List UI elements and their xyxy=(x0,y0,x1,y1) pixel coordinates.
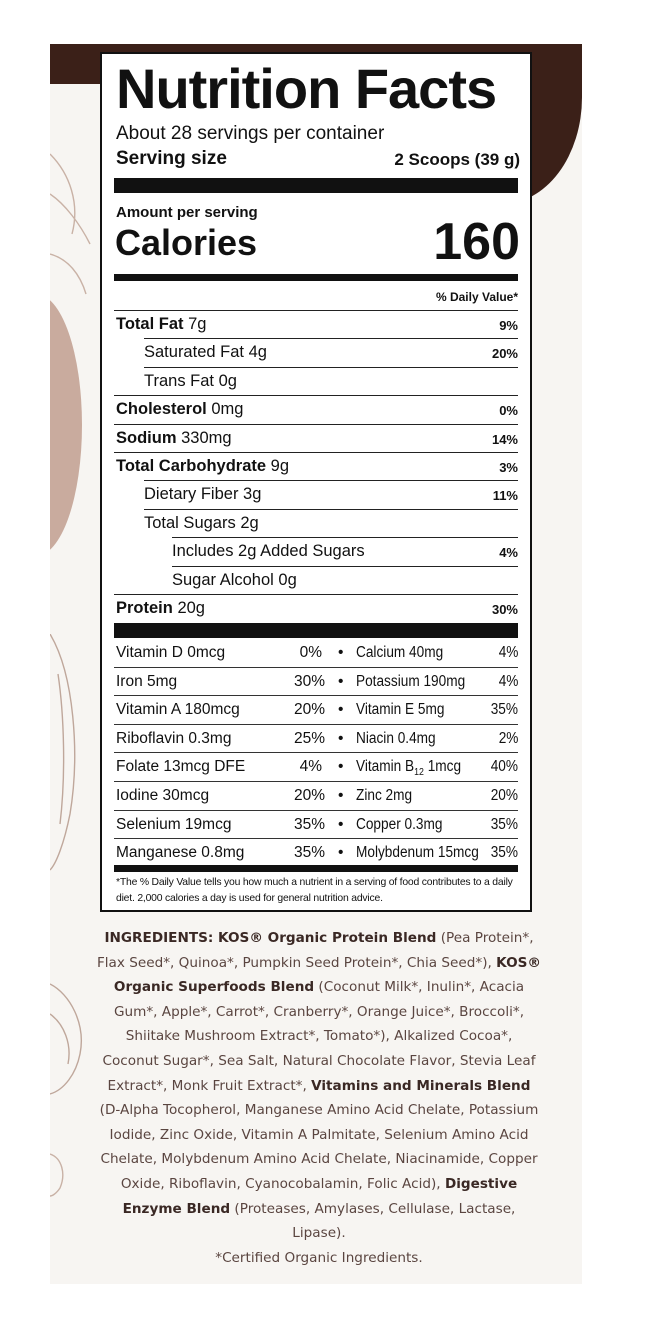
bullet: • xyxy=(338,701,344,719)
leaf-illustration xyxy=(50,134,100,334)
label-title: Nutrition Facts xyxy=(116,57,497,120)
bullet: • xyxy=(338,644,344,661)
bullet: • xyxy=(338,844,344,862)
serving-size-label: Serving size xyxy=(116,148,227,169)
nutrient-amount: 2g xyxy=(240,513,259,532)
footnote-line-2: diet. 2,000 calories a day is used for general nutrition advice. xyxy=(116,893,383,904)
nutrient-name: Dietary Fiber xyxy=(144,485,239,504)
nutrient-amount: 0g xyxy=(218,371,237,390)
nutrient-amount: 0mg xyxy=(211,400,244,419)
micronutrient-row xyxy=(102,667,530,696)
nutrient-row xyxy=(102,338,530,366)
micronutrient-row xyxy=(102,724,530,753)
thick-rule xyxy=(114,178,518,193)
bullet: • xyxy=(338,787,344,804)
nutrient-label xyxy=(172,542,365,561)
micronutrient-right-dv: 2% xyxy=(498,729,518,747)
nutrient-row xyxy=(102,537,530,565)
nutrient-daily-value: 9% xyxy=(499,318,518,333)
nutrient-amount: 4g xyxy=(248,343,267,362)
certified-organic-note: *Certified Organic Ingredients. xyxy=(215,1250,423,1266)
micronutrient-right: Calcium 40mg xyxy=(356,644,444,661)
superfoods-blend-heading: KOS® Organic Superfoods Blend xyxy=(113,954,542,996)
micronutrient-left-dv: 4% xyxy=(299,758,322,776)
servings-per-container: About 28 servings per container xyxy=(116,123,385,144)
nutrient-name: Saturated Fat xyxy=(144,343,244,362)
micronutrient-row xyxy=(102,695,530,724)
micronutrient-right: Potassium 190mg xyxy=(356,672,466,690)
micronutrient-left: Folate 13mcg DFE xyxy=(116,758,246,776)
nutrient-amount: 0g xyxy=(278,570,297,589)
micronutrient-left: Iodine 30mcg xyxy=(116,787,210,804)
micronutrient-left-dv: 35% xyxy=(294,815,326,833)
micronutrient-right: Zinc 2mg xyxy=(356,787,413,804)
micronutrient-row xyxy=(102,752,530,781)
nutrient-amount: 3g xyxy=(243,485,262,504)
footnote-line-1: *The % Daily Value tells you how much a nutrient in a serving of food contributes to a daily xyxy=(116,877,513,888)
micronutrient-left-dv: 25% xyxy=(294,729,326,747)
micronutrient-row xyxy=(102,838,530,867)
micronutrient-right: Molybdenum 15mcg xyxy=(356,844,479,862)
micronutrient-left: Iron 5mg xyxy=(116,672,178,690)
nutrient-name: Sodium xyxy=(116,428,177,447)
nutrient-daily-value: 4% xyxy=(499,545,518,561)
micronutrient-right: Copper 0.3mg xyxy=(356,815,443,833)
micronutrient-row xyxy=(102,810,530,839)
micronutrient-left: Manganese 0.8mg xyxy=(116,844,245,862)
thick-rule-2 xyxy=(114,623,518,638)
micronutrient-right-dv: 35% xyxy=(490,701,518,719)
nutrient-label xyxy=(144,343,267,362)
enzyme-blend-heading: Digestive Enzyme Blend xyxy=(122,1175,518,1217)
serving-size-value: 2 Scoops (39 g) xyxy=(394,150,520,169)
calories-value: 160 xyxy=(433,213,520,271)
micronutrient-right-dv: 20% xyxy=(490,787,518,804)
micronutrient-right-dv: 4% xyxy=(498,672,518,690)
micronutrient-row xyxy=(102,638,530,667)
enzyme-blend-contents: (Proteases, Amylases, Cellulase, Lactase, Lipase). xyxy=(230,1200,516,1242)
medium-rule xyxy=(114,274,518,281)
daily-value-header: % Daily Value* xyxy=(435,290,518,304)
vitamins-blend-contents: (D-Alpha Tocopherol, Manganese Amino Acid Chelate, Potassium Iodide, Zinc Oxide, Vitamin A Palmitate, Selenium Amino Acid Chelate, Molybdenum Amino Acid Chelate, Niacinamide, Copper Oxide, Riboflavin, Cyanocobalamin, Folic Acid), xyxy=(99,1102,539,1192)
nutrient-label xyxy=(116,599,205,618)
nutrient-amount: 330mg xyxy=(181,428,232,447)
nutrient-name: Total Carbohydrate xyxy=(116,457,267,475)
ingredients-statement xyxy=(96,926,542,1246)
nutrient-row xyxy=(102,424,530,452)
bullet: • xyxy=(338,672,344,690)
bullet: • xyxy=(338,729,344,747)
micronutrient-left-dv: 30% xyxy=(294,672,326,690)
nutrient-label xyxy=(172,571,297,590)
nutrient-row xyxy=(102,480,530,508)
nutrient-amount: 7g xyxy=(188,315,207,333)
medium-rule-2 xyxy=(114,865,518,872)
nutrient-amount: 9g xyxy=(270,457,289,475)
protein-blend-contents: (Pea Protein*, Flax Seed*, Quinoa*, Pumpkin Seed Protein*, Chia Seed*), xyxy=(96,930,534,971)
vitamins-blend-heading: Vitamins and Minerals Blend xyxy=(311,1077,531,1094)
micronutrient-left: Riboflavin 0.3mg xyxy=(116,729,232,747)
nutrient-row xyxy=(102,367,530,395)
nutrient-label xyxy=(116,400,243,419)
nutrient-label xyxy=(116,315,206,334)
nutrient-row xyxy=(102,452,530,480)
nutrient-row xyxy=(102,395,530,423)
nutrient-row xyxy=(102,566,530,594)
micronutrient-right-dv: 4% xyxy=(498,644,518,661)
nutrient-amount: 20g xyxy=(177,599,205,617)
nutrient-label xyxy=(116,457,289,476)
nutrient-label xyxy=(144,514,259,533)
nutrient-label xyxy=(116,429,232,448)
nutrient-row xyxy=(102,594,530,622)
bullet: • xyxy=(338,815,344,833)
nutrient-name: Sugar Alcohol xyxy=(172,570,274,589)
amount-per-serving: Amount per serving xyxy=(116,204,258,221)
micronutrient-right-dv: 35% xyxy=(490,815,518,833)
seed-illustration xyxy=(50,1144,80,1204)
nutrient-row xyxy=(102,509,530,537)
micronutrient-left-dv: 20% xyxy=(294,787,326,804)
micronutrient-right: Vitamin E 5mg xyxy=(356,701,445,719)
micronutrient-left: Vitamin A 180mcg xyxy=(116,701,240,719)
nutrient-daily-value: 11% xyxy=(492,488,518,504)
nutrient-label xyxy=(144,485,261,504)
nutrient-name: Includes 2g Added Sugars xyxy=(172,542,365,561)
nutrient-daily-value: 20% xyxy=(491,346,518,362)
nutrition-facts-panel xyxy=(100,52,532,912)
ingredients-lead: INGREDIENTS: KOS® Organic Protein Blend xyxy=(104,930,437,946)
nutrient-daily-value: 3% xyxy=(499,460,518,475)
micronutrient-right-dv: 35% xyxy=(490,844,518,862)
micronutrient-left-dv: 20% xyxy=(294,701,326,719)
micronutrient-left-dv: 0% xyxy=(299,644,322,661)
micronutrient-left-dv: 35% xyxy=(294,844,326,862)
superfoods-blend-contents: (Coconut Milk*, Inulin*, Acacia Gum*, Apple*, Carrot*, Cranberry*, Orange Juice*, Broccoli*, Shiitake Mushroom Extract*, Tomato*), Alkalized Cocoa*, Coconut Sugar*, Sea Salt, Natural Chocolate Flavor, Stevia Leaf Extract*, Monk Fruit Extract*, xyxy=(102,979,536,1094)
micronutrient-left: Selenium 19mcg xyxy=(116,815,232,833)
nutrient-daily-value: 0% xyxy=(499,403,518,419)
calories-label: Calories xyxy=(115,222,258,263)
flower-illustration xyxy=(50,964,100,1124)
nutrient-name: Total Sugars xyxy=(144,513,236,532)
nutrient-name: Total Fat xyxy=(116,315,184,333)
nutrient-daily-value: 14% xyxy=(491,431,518,447)
micronutrient-right: Vitamin $B_{12}$ 1mcg xyxy=(356,758,462,779)
micronutrient-right: Niacin 0.4mg xyxy=(356,729,436,747)
nutrient-row xyxy=(102,310,530,338)
micronutrient-right-dv: 40% xyxy=(490,758,518,776)
nutrient-name: Cholesterol xyxy=(116,400,207,419)
micronutrient-row xyxy=(102,781,530,810)
nutrient-label xyxy=(144,372,237,391)
nutrient-name: Protein xyxy=(116,599,173,617)
bullet: • xyxy=(338,758,344,776)
nutrient-name: Trans Fat xyxy=(144,371,214,390)
pod-illustration xyxy=(50,634,100,874)
micronutrient-left: Vitamin D 0mcg xyxy=(116,644,226,661)
nutrient-daily-value: 30% xyxy=(491,602,518,617)
